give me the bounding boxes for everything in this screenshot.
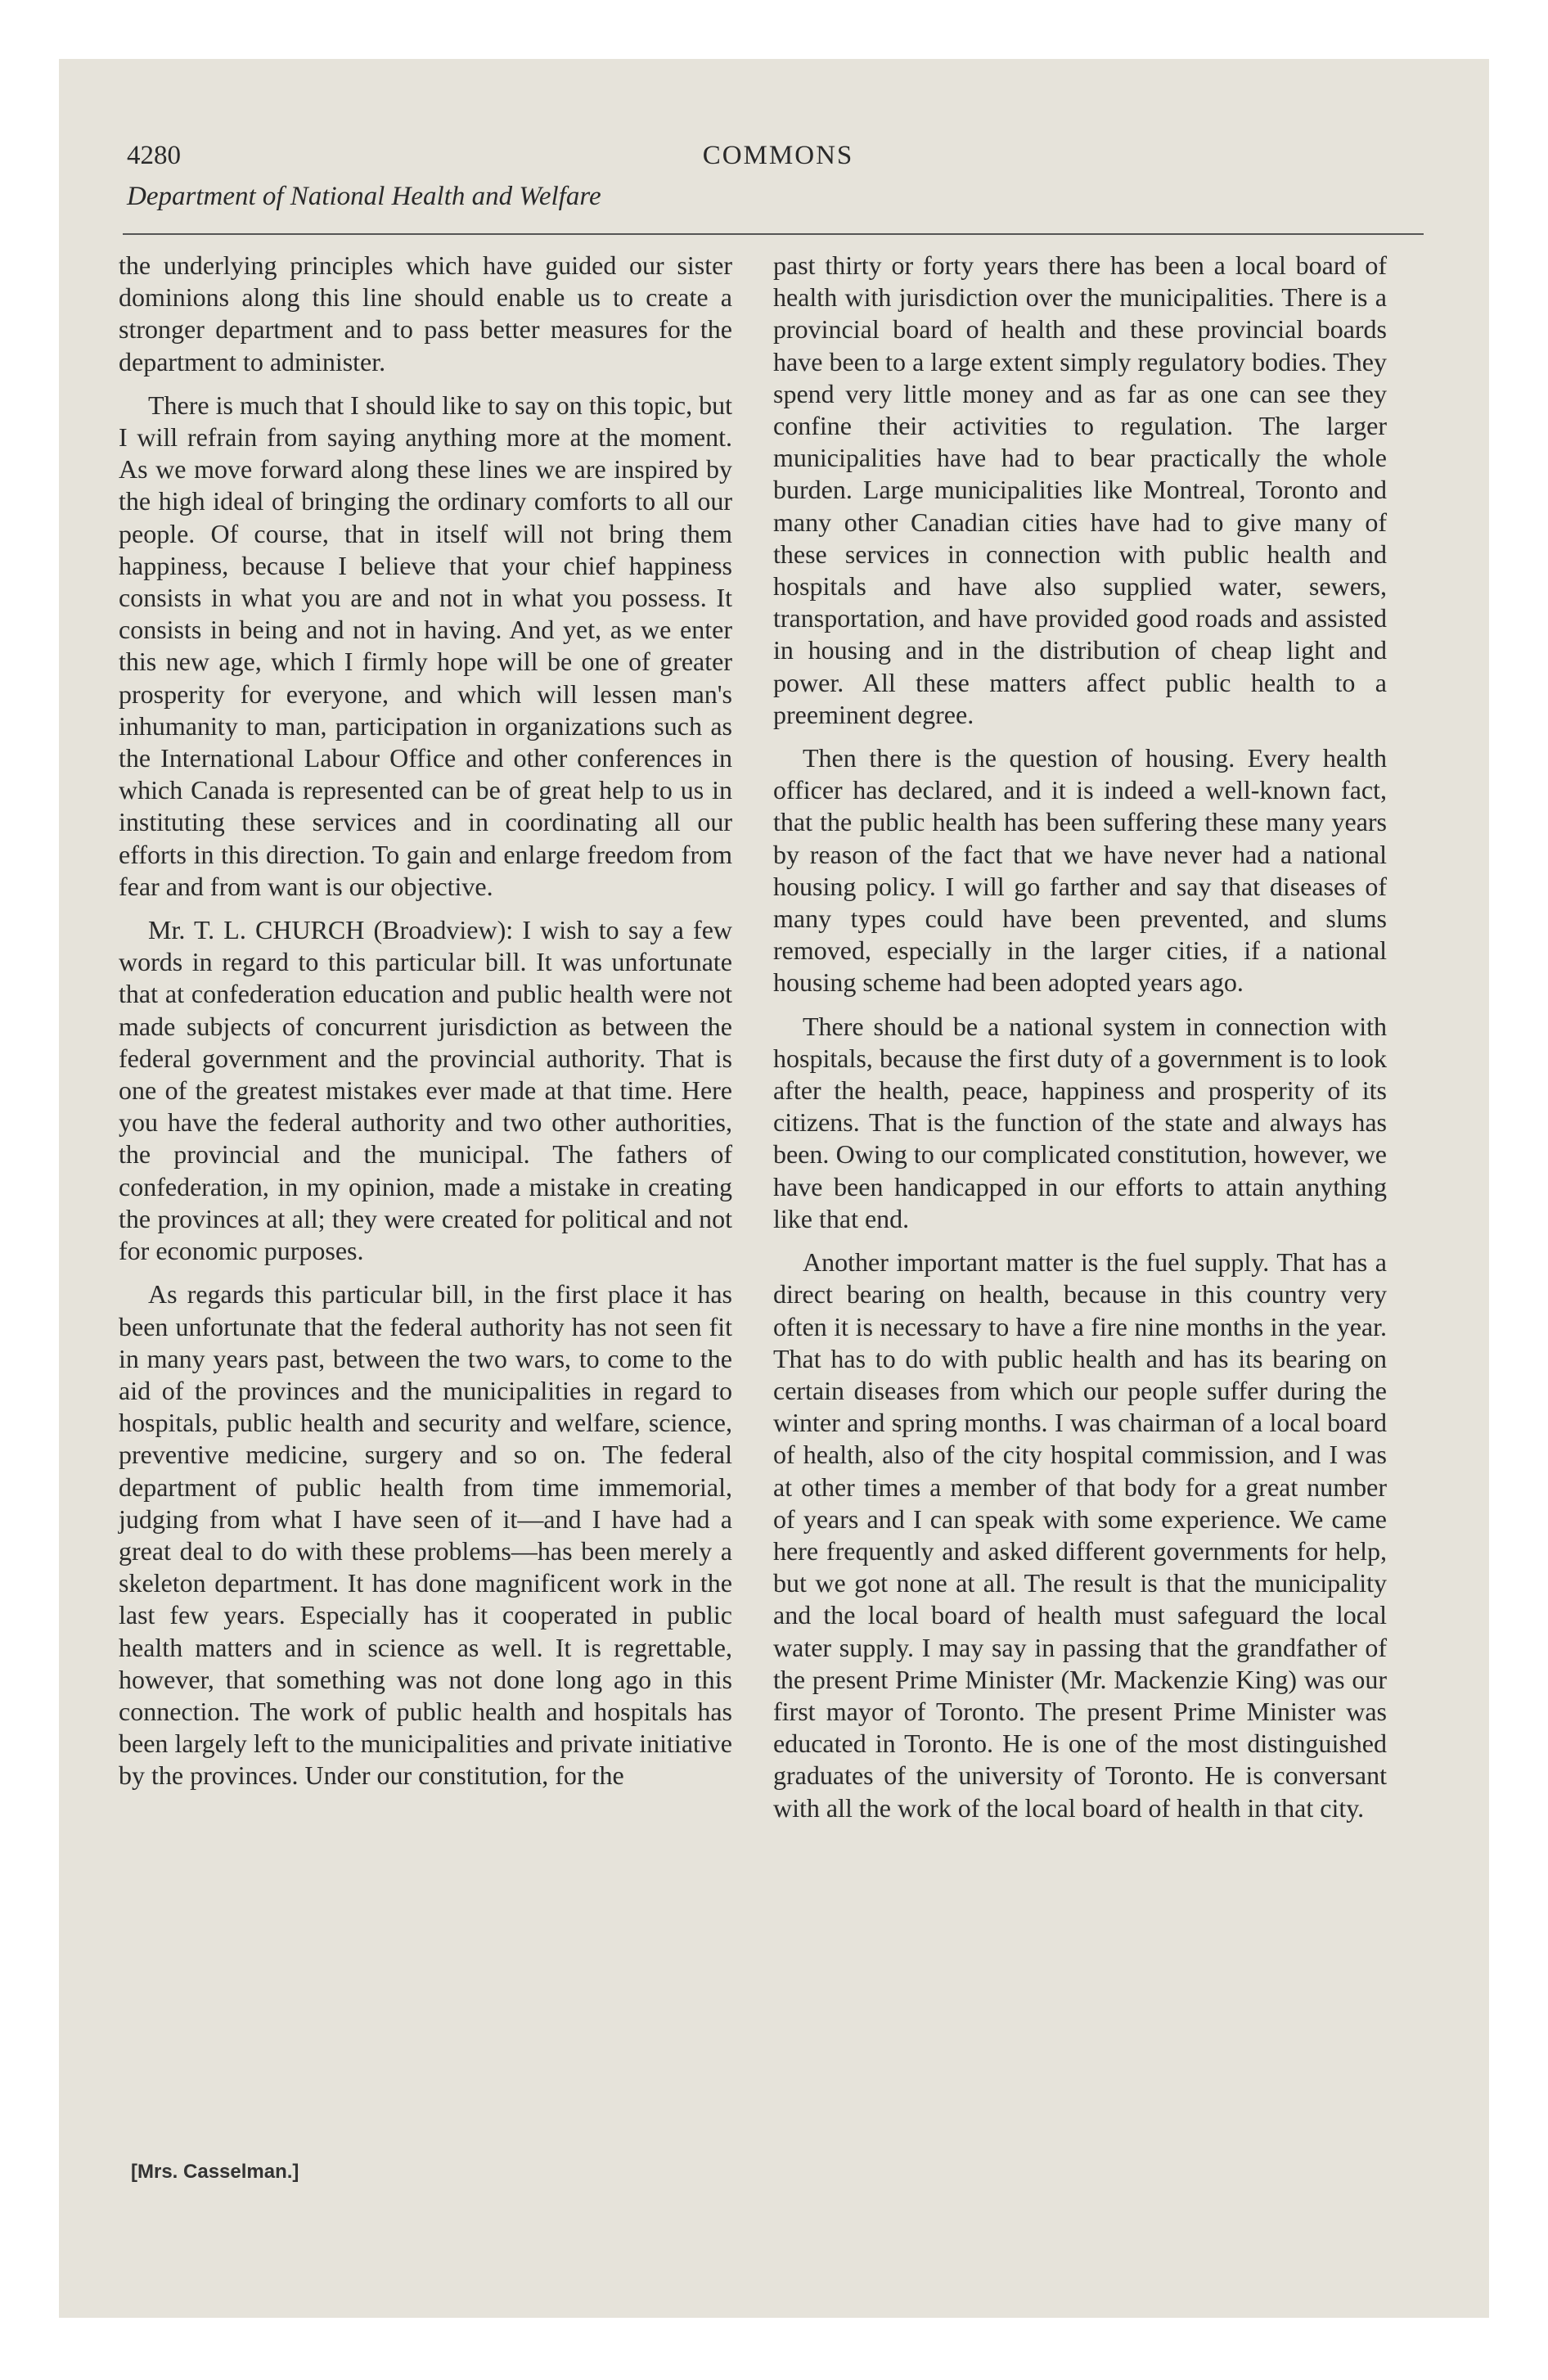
paragraph: past thirty or forty years there has been a local board of health with jurisdiction over the municipalities. There is a provincial board of health and these provincial boards have been to a large extent simply regulatory bodies. They spend very little money and as far as one can see they confine their activities to regulation. The larger municipalities have had to bear practically the whole burden. Large municipalities like Montreal, Toronto and many other Canadian cities have had to give many of these services in connection with public health and hospitals and have also supplied water, sewers, transportation, and have provided good roads and assisted in housing and in the distribution of cheap light and power. All these matters affect public health to a preeminent degree.	[773, 250, 1387, 729]
paragraph: Mr. T. L. CHURCH (Broadview): I wish to say a few words in regard to this particular bill. It was unfortunate that at confederation education and public health were not made subjects of concurrent jurisdiction as between the federal government and the provincial authority. That is one of the greatest mistakes ever made at that time. Here you have the federal authority and two other authorities, the provincial and the municipal. The fathers of confederation, in my opinion, made a mistake in creating the provinces at all; they were created for political and not for economic purposes.	[119, 915, 732, 1266]
paragraph: Another important matter is the fuel supply. That has a direct bearing on health, because in this country very often it is necessary to have a fire nine months in the year. That has to do with public health and has its bearing on certain diseases from which our people suffer during the winter and spring months. I was chairman of a local board of health, also of the city hospital commission, and I was at other times a member of that body for a great number of years and I can speak with some experience. We came here frequently and asked different governments for help, but we got none at all. The result is that the municipality and the local board of health must safeguard the local water supply. I may say in passing that the grandfather of the present Prime Minister (Mr. Mackenzie King) was our first mayor of Toronto. The present Prime Minister was educated in Toronto. He is one of the most distinguished graduates of the university of Toronto. He is conversant with all the work of the local board of health in that city.	[773, 1247, 1387, 1823]
paragraph: Then there is the question of housing. Every health officer has declared, and it is indeed a well-known fact, that the public health has been suffering these many years by reason of the fact that we have never had a national housing policy. I will go farther and say that diseases of many types could have been prevented, and slums removed, especially in the larger cities, if a national housing scheme had been adopted years ago.	[773, 743, 1387, 998]
right-column	[773, 250, 1387, 1836]
speaker-footnote: [Mrs. Casselman.]	[131, 2161, 299, 2183]
left-column	[119, 250, 732, 1804]
paragraph: As regards this particular bill, in the first place it has been unfortunate that the federal authority has not seen fit in many years past, between the two wars, to come to the aid of the provinces and the municipalities in regard to hospitals, public health and security and welfare, science, preventive medicine, surgery and so on. The federal department of public health from time immemorial, judging from what I have seen of it—and I have had a great deal to do with these problems—has been merely a skeleton department. It has done magnificent work in the last few years. Especially has it cooperated in public health matters and in science as well. It is regrettable, however, that something was not done long ago in this connection. The work of public health and hospitals has been largely left to the municipalities and private initiative by the provinces. Under our constitution, for the	[119, 1279, 732, 1791]
paragraph: There should be a national system in connection with hospitals, because the first duty of a government is to look after the health, peace, happiness and prosperity of its citizens. That is the function of the state and always has been. Owing to our complicated constitution, however, we have been handicapped in our efforts to attain anything like that end.	[773, 1011, 1387, 1233]
paragraph: the underlying principles which have guided our sister dominions along this line should enable us to create a stronger department and to pass better measures for the department to administer.	[119, 250, 732, 376]
page-header	[127, 141, 1429, 223]
running-title: COMMONS	[702, 141, 854, 170]
header-rule	[123, 233, 1424, 235]
page-number: 4280	[127, 141, 181, 170]
section-title: Department of National Health and Welfare	[127, 182, 601, 211]
paragraph: There is much that I should like to say on this topic, but I will refrain from saying anything more at the moment. As we move forward along these lines we are inspired by the high ideal of bringing the ordinary comforts to all our people. Of course, that in itself will not bring them happiness, because I believe that your chief happiness consists in what you are and not in what you possess. It consists in being and not in having. And yet, as we enter this new age, which I firmly hope will be one of greater prosperity for everyone, and which will lessen man's inhumanity to man, participation in organizations such as the International Labour Office and other conferences in which Canada is represented can be of great help to us in instituting these services and in coordinating all our efforts in this direction. To gain and enlarge freedom from fear and from want is our objective.	[119, 390, 732, 901]
